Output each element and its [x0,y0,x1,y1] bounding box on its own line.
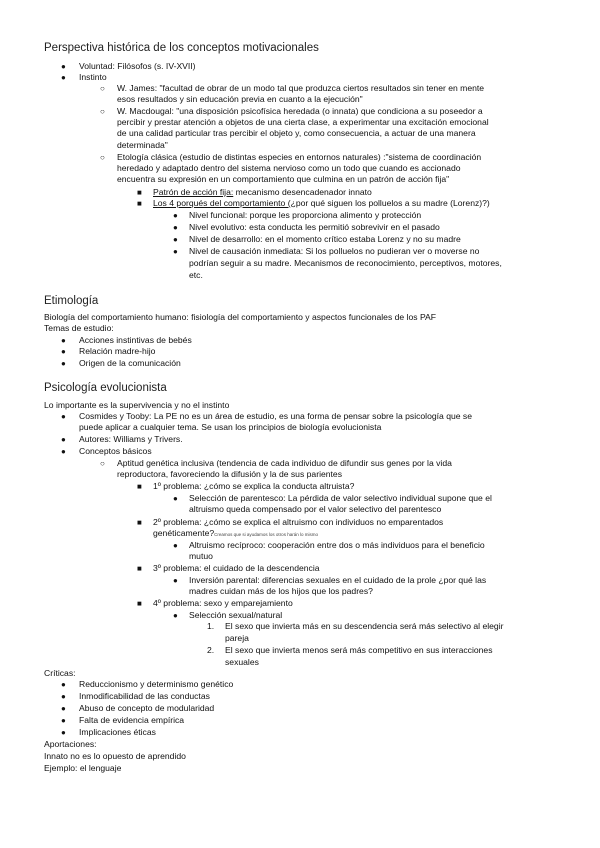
bullet-disc: ● [173,247,178,256]
bullet-square: ■ [137,518,142,527]
inversion-2: madres cuidan más de los hijos que los padres? [189,586,373,596]
quote-etologia-1: Etología clásica (estudio de distintas especies en entornos naturales) :"sistema de coordinación [117,152,482,162]
inversion-1: Inversión parental: diferencias sexuales en el cuidado de la prole ¿por qué las [189,575,487,585]
bullet-disc: ● [61,716,66,725]
num-1: 1. [207,621,215,631]
quote-macdougal-2: percibir y prestar atención a objetos de una cierta clase, a experimentar una excitación emocional [117,117,489,127]
tema-1: Acciones instintivas de bebés [79,335,192,345]
item-voluntad: Voluntad: Filósofos (s. IV-XVII) [79,61,196,71]
problema-1: 1º problema: ¿cómo se explica la conducta altruista? [153,481,355,491]
nivel-desarrollo: Nivel de desarrollo: en el momento crítico estaba Lorenz y no su madre [189,234,461,244]
n1-line1: El sexo que invierta más en su descendencia será más selectivo al elegir [225,621,504,631]
nivel-causacion-2: podrían seguir a su madre. Mecanismos de reconocimiento, perceptivos, motores, [189,258,502,268]
critica-3: Abuso de concepto de modularidad [79,703,215,713]
etimologia-temas: Temas de estudio: [44,323,114,333]
cosmides-2: puede aplicar a cualquier tema. Se usan los principios de biología evolucionista [79,422,382,432]
conceptos: Conceptos básicos [79,446,152,456]
bullet-disc: ● [61,347,66,356]
critica-5: Implicaciones éticas [79,727,156,737]
quote-etologia-2: heredado y adaptado dentro del sistema nervioso como un todo que cuando es accionado [117,163,461,173]
porques-text: ¿por qué siguen los polluelos a su madre (Lorenz)?) [290,198,490,208]
quote-james-2: esos resultados y sin educación previa en cuanto a la ejecución" [117,94,363,104]
aportacion-innato: Innato no es lo opuesto de aprendido [44,751,186,761]
reciproco-1: Altruismo recíproco: cooperación entre dos o más individuos para el beneficio [189,540,485,550]
n1-line2: pareja [225,633,249,643]
bullet-disc: ● [61,359,66,368]
bullet-circle: ○ [100,84,105,93]
n2-line1: El sexo que invierta menos será más competitivo en sus interacciones [225,645,493,655]
bullet-square: ■ [137,482,142,491]
quote-macdougal-3: de una calidad particular tras percibir el objeto y, como consecuencia, a actuar de una manera [117,128,476,138]
bullet-disc: ● [61,447,66,456]
item-instinto: Instinto [79,72,107,82]
critica-2: Inmodificabilidad de las conductas [79,691,210,701]
num-2: 2. [207,645,215,655]
bullet-disc: ● [173,541,178,550]
problema-2-note: Creamos que si ayudamos los otros harán lo mismo [214,532,318,537]
bullet-disc: ● [61,680,66,689]
nivel-causacion-3: etc. [189,270,203,280]
item-porques [153,198,490,209]
bullet-square: ■ [137,564,142,573]
bullet-disc: ● [173,611,178,620]
reciproco-2: mutuo [189,551,213,561]
bullet-circle: ○ [100,459,105,468]
problema-2-2 [153,528,318,541]
psico-intro: Lo importante es la supervivencia y no el instinto [44,400,230,410]
parentesco-1: Selección de parentesco: La pérdida de valor selectivo individual supone que el [189,493,492,503]
nivel-funcional: Nivel funcional: porque les proporciona alimento y protección [189,210,422,220]
section-heading-psicologia: Psicología evolucionista [44,382,167,394]
bullet-disc: ● [173,223,178,232]
nivel-evolutivo: Nivel evolutivo: esta conducta les permitió sobrevivir en el pasado [189,222,440,232]
seleccion-sexual: Selección sexual/natural [189,610,283,620]
bullet-disc: ● [61,62,66,71]
bullet-disc: ● [173,494,178,503]
bullet-disc: ● [173,235,178,244]
tema-3: Origen de la comunicación [79,358,181,368]
bullet-square: ■ [137,599,142,608]
autores: Autores: Williams y Trivers. [79,434,183,444]
porques-label: Los 4 porqués del comportamiento ( [153,198,291,208]
aportacion-ejemplo: Ejemplo: el lenguaje [44,763,122,773]
aptitud-2: reproductora, favoreciendo la difusión y la de sus parientes [117,469,343,479]
aptitud-1: Aptitud genética inclusiva (tendencia de cada individuo de difundir sus genes por la vida [117,458,452,468]
quote-etologia-3: encuentra su expresión en un comportamiento que culmina en un patrón de acción fija" [117,174,450,184]
quote-james-1: W. James: "facultad de obrar de un modo tal que produzca ciertos resultados sin tener en mente [117,83,485,93]
patron-text: mecanismo desencadenador innato [233,187,372,197]
bullet-disc: ● [61,435,66,444]
etimologia-line1: Biología del comportamiento humano: fisiología del comportamiento y aspectos funcionales de los PAF [44,312,437,322]
aportaciones-heading: Aportaciones: [44,739,97,749]
item-patron [153,187,372,198]
bullet-disc: ● [61,728,66,737]
bullet-disc: ● [61,412,66,421]
problema-2-1: 2º problema: ¿cómo se explica el altruismo con individuos no emparentados [153,517,444,527]
critica-1: Reduccionismo y determinismo genético [79,679,234,689]
criticas-heading: Críticas: [44,668,76,678]
tema-2: Relación madre-hijo [79,346,156,356]
section-heading-etimologia: Etimología [44,295,99,307]
problema-4: 4º problema: sexo y emparejamiento [153,598,293,608]
n2-line2: sexuales [225,657,259,667]
nivel-causacion-1: Nivel de causación inmediata: Si los polluelos no pudieran ver o moverse no [189,246,480,256]
bullet-disc: ● [61,73,66,82]
bullet-disc: ● [173,211,178,220]
bullet-disc: ● [61,704,66,713]
bullet-square: ■ [137,199,142,208]
bullet-circle: ○ [100,107,105,116]
section-heading-perspectiva: Perspectiva histórica de los conceptos motivacionales [44,42,319,54]
bullet-circle: ○ [100,153,105,162]
problema-2-text: genéticamente? [153,528,215,538]
problema-3: 3º problema: el cuidado de la descendencia [153,563,320,573]
bullet-square: ■ [137,188,142,197]
quote-macdougal-4: determinada" [117,140,168,150]
critica-4: Falta de evidencia empírica [79,715,185,725]
parentesco-2: altruismo queda compensado por el valor selectivo del parentesco [189,504,442,514]
cosmides-1: Cosmides y Tooby: La PE no es un área de estudio, es una forma de pensar sobre la psicología que se [79,411,473,421]
bullet-disc: ● [173,576,178,585]
bullet-disc: ● [61,336,66,345]
quote-macdougal-1: W. Macdougal: "una disposición psicofísica heredada (o innata) que condiciona a su poseedor a [117,106,483,116]
bullet-disc: ● [61,692,66,701]
patron-label: Patrón de acción fija: [153,187,234,197]
